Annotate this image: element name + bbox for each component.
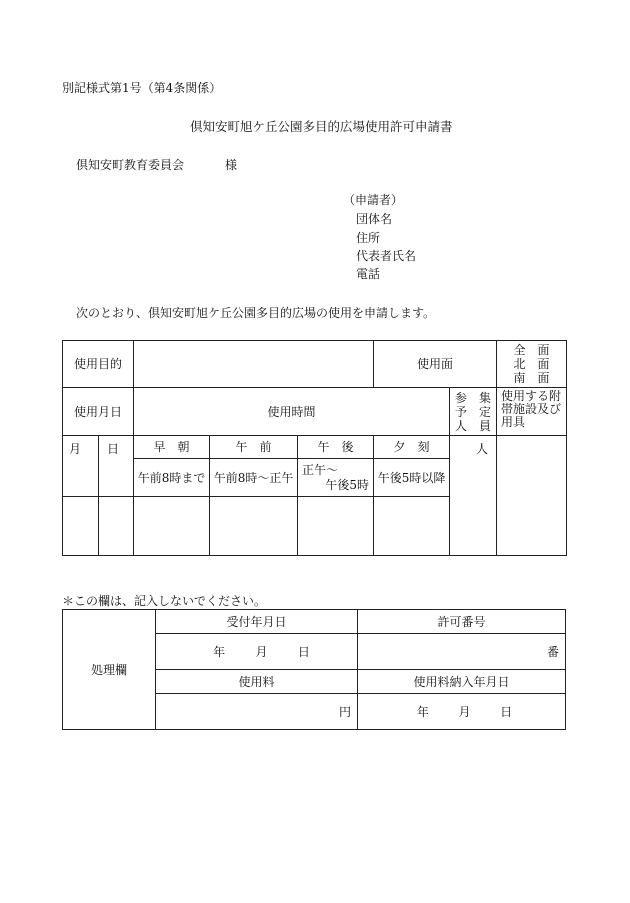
day-label-office: 日: [297, 644, 310, 659]
slot-morning-time: 午前8時～正午: [210, 459, 298, 497]
slot-early-morning-time: 午前8時まで: [134, 459, 210, 497]
area-option-all[interactable]: 全 面: [513, 343, 550, 357]
afternoon-time-start: 正午～: [302, 462, 339, 477]
purpose-label: 使用目的: [63, 341, 134, 388]
slot-early-morning: 早 朝: [134, 436, 210, 459]
day-label: 日: [99, 436, 134, 497]
participants-label-3: 人 員: [455, 418, 492, 433]
page-title: 倶知安町旭ケ丘公園多目的広場使用許可申請書: [190, 119, 453, 134]
participants-field[interactable]: [450, 436, 497, 556]
applicant-heading: （申請者）: [343, 193, 404, 207]
addressee: 倶知安町教育委員会: [76, 158, 185, 172]
early-morning-field[interactable]: [134, 497, 210, 556]
yen-unit: 円: [338, 704, 351, 719]
equipment-field[interactable]: [497, 436, 567, 556]
purpose-field[interactable]: [134, 341, 374, 388]
fee-paid-date-label: 使用料納入年月日: [358, 670, 566, 694]
area-option-north[interactable]: 北 面: [513, 357, 550, 371]
date-label: 使用月日: [63, 388, 134, 436]
month-field[interactable]: [63, 497, 99, 556]
received-date-field: [156, 634, 358, 670]
received-date-label: 受付年月日: [156, 610, 358, 634]
area-option-south[interactable]: 南 面: [513, 371, 550, 385]
slot-afternoon-time: [298, 459, 374, 497]
equipment-label: 使用する附帯施設及び用具: [497, 388, 567, 436]
slot-morning: 午 前: [210, 436, 298, 459]
month-label: 月: [63, 436, 99, 497]
application-table: [62, 340, 567, 556]
paid-year-label: 年: [416, 704, 429, 719]
afternoon-field[interactable]: [298, 497, 374, 556]
year-label: 年: [213, 644, 226, 659]
month-label-office: 月: [255, 644, 268, 659]
participants-label: [450, 388, 497, 436]
slot-evening: 夕 刻: [374, 436, 450, 459]
permit-number-label: 許可番号: [358, 610, 566, 634]
paid-month-label: 月: [458, 704, 471, 719]
day-field[interactable]: [99, 497, 134, 556]
slot-afternoon: 午 後: [298, 436, 374, 459]
area-options[interactable]: [497, 341, 567, 388]
time-label: 使用時間: [134, 388, 450, 436]
area-label: 使用面: [374, 341, 497, 388]
honorific: 様: [225, 158, 238, 172]
office-use-note: ＊この欄は、記入しないでください。: [62, 594, 267, 608]
participants-label-2: 予 定: [455, 404, 492, 419]
evening-field[interactable]: [374, 497, 450, 556]
applicant-phone-label: 電話: [356, 267, 381, 281]
form-number: 別記様式第1号（第4条関係）: [62, 81, 222, 95]
paid-day-label: 日: [500, 704, 513, 719]
fee-paid-date-field: [358, 694, 566, 730]
fee-field: [156, 694, 358, 730]
fee-label: 使用料: [156, 670, 358, 694]
slot-evening-time: 午後5時以降: [374, 459, 450, 497]
processing-label: 処理欄: [63, 610, 156, 730]
applicant-org-label: 団体名: [356, 212, 393, 226]
office-table: [62, 609, 566, 730]
permit-number-field: [358, 634, 566, 670]
participants-label-1: 参 集: [455, 390, 492, 405]
applicant-rep-label: 代表者氏名: [356, 249, 417, 263]
applicant-address-label: 住所: [356, 231, 381, 245]
intro-text: 次のとおり、倶知安町旭ケ丘公園多目的広場の使用を申請します。: [76, 306, 436, 320]
person-unit: 人: [476, 442, 489, 456]
number-unit: 番: [546, 644, 559, 659]
afternoon-time-end: 午後5時: [325, 477, 370, 492]
morning-field[interactable]: [210, 497, 298, 556]
